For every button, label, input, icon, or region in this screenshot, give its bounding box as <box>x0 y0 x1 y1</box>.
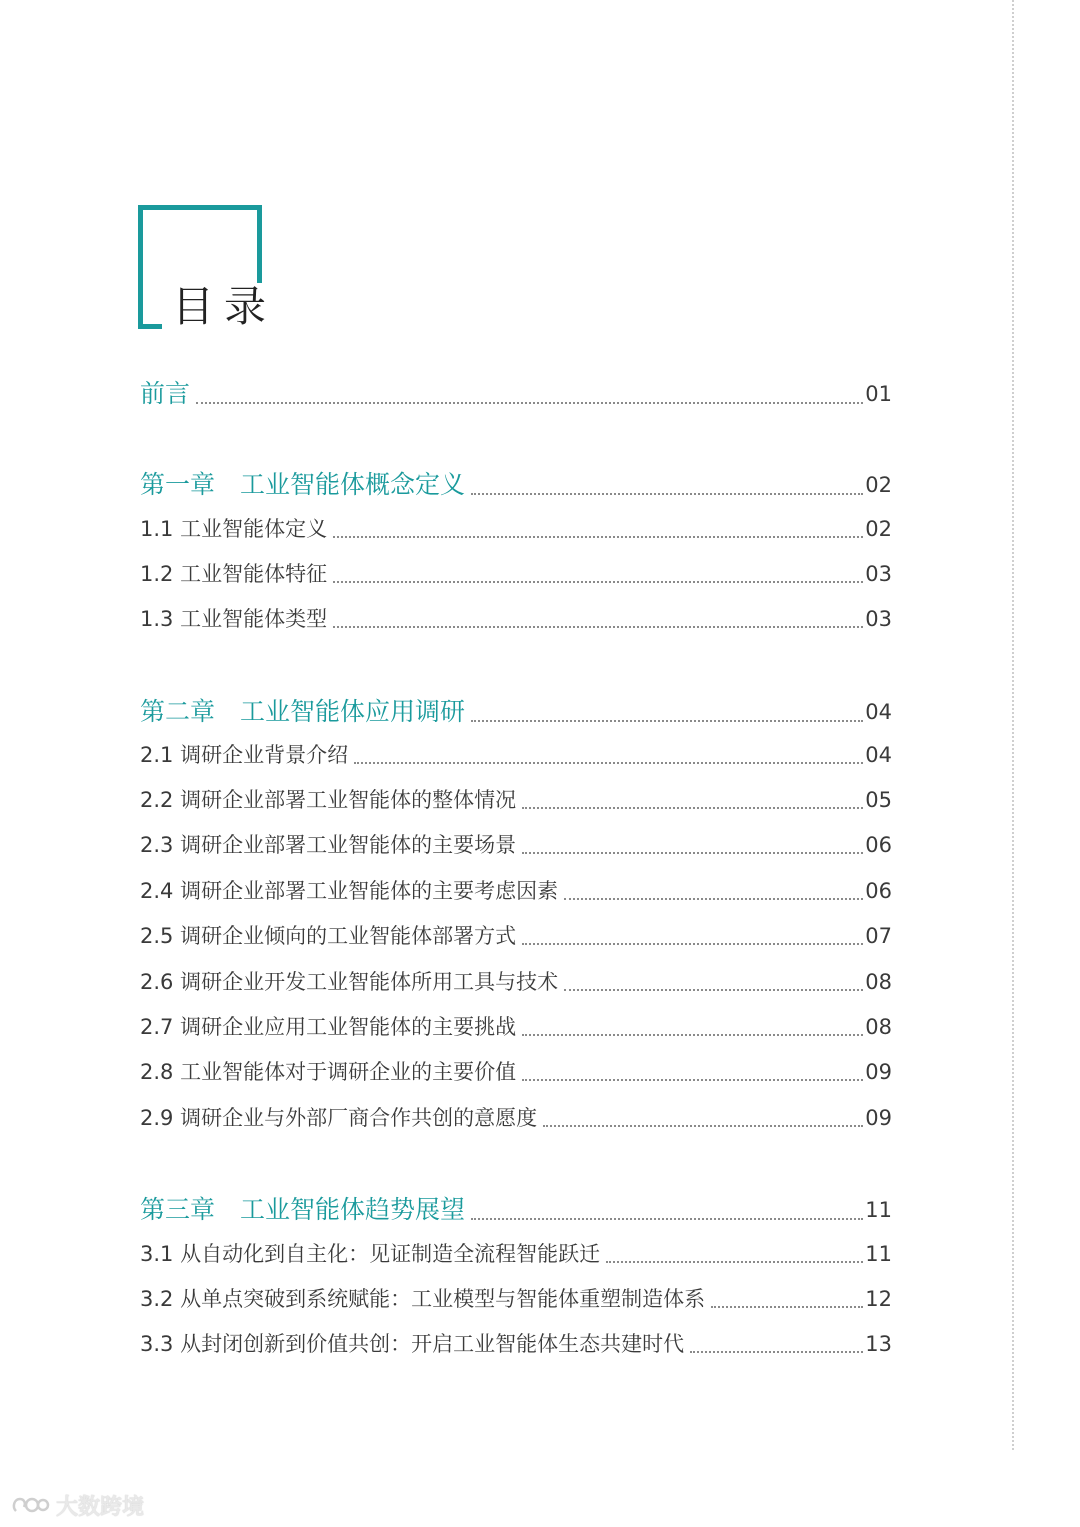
frame-top <box>138 205 262 210</box>
toc-page-number: 04 <box>865 743 892 767</box>
toc-row-section-2-9[interactable] <box>140 1103 892 1133</box>
leader-dots <box>522 1079 863 1081</box>
toc-row-section-1-1[interactable] <box>140 514 892 544</box>
toc-label: 3.2 从单点突破到系统赋能：工业模型与智能体重塑制造体系 <box>140 1287 706 1311</box>
toc-page-number: 11 <box>865 1242 892 1266</box>
watermark <box>10 1490 144 1521</box>
toc-label: 2.1 调研企业背景介绍 <box>140 743 349 767</box>
leader-dots <box>471 1218 863 1220</box>
toc-label: 3.1 从自动化到自主化：见证制造全流程智能跃迁 <box>140 1242 601 1266</box>
toc-page-number: 03 <box>865 562 892 586</box>
leader-dots <box>606 1261 863 1263</box>
frame-left <box>138 205 143 329</box>
toc-label: 2.5 调研企业倾向的工业智能体部署方式 <box>140 924 517 948</box>
toc-row-section-2-1[interactable] <box>140 740 892 770</box>
leader-dots <box>522 1034 863 1036</box>
leader-dots <box>471 720 863 722</box>
leader-dots <box>711 1306 863 1308</box>
toc-page-number: 02 <box>865 473 892 497</box>
toc-label: 2.2 调研企业部署工业智能体的整体情况 <box>140 788 517 812</box>
toc-page-number: 01 <box>865 382 892 406</box>
watermark-text: 大数跨境 <box>56 1495 145 1520</box>
frame-bottom <box>138 324 162 329</box>
toc-page-number: 09 <box>865 1106 892 1130</box>
toc-label: 2.8 工业智能体对于调研企业的主要价值 <box>140 1060 517 1084</box>
page-edge-divider <box>1012 0 1014 1450</box>
leader-dots <box>564 989 863 991</box>
toc-page-number: 09 <box>865 1060 892 1084</box>
toc-row-section-2-3[interactable] <box>140 830 892 860</box>
leader-dots <box>690 1351 863 1353</box>
leader-dots <box>333 581 863 583</box>
toc-label: 第三章 工业智能体趋势展望 <box>140 1195 466 1224</box>
toc-page-number: 08 <box>865 1015 892 1039</box>
toc-label: 2.4 调研企业部署工业智能体的主要考虑因素 <box>140 879 559 903</box>
leader-dots <box>333 536 863 538</box>
toc-row-section-3-1[interactable] <box>140 1239 892 1269</box>
frame-right <box>257 205 262 283</box>
toc-row-section-1-3[interactable] <box>140 604 892 634</box>
leader-dots <box>196 402 863 404</box>
toc-label: 2.3 调研企业部署工业智能体的主要场景 <box>140 833 517 857</box>
toc-page-number: 07 <box>865 924 892 948</box>
toc-label: 前言 <box>140 379 191 408</box>
toc-label: 第一章 工业智能体概念定义 <box>140 470 466 499</box>
toc-row-section-2-5[interactable] <box>140 921 892 951</box>
toc-page-number: 03 <box>865 607 892 631</box>
toc-label: 2.6 调研企业开发工业智能体所用工具与技术 <box>140 970 559 994</box>
watermark-logo-icon <box>10 1493 50 1519</box>
toc-row-section-2-4[interactable] <box>140 876 892 906</box>
toc-label: 2.9 调研企业与外部厂商合作共创的意愿度 <box>140 1106 538 1130</box>
toc-label: 2.7 调研企业应用工业智能体的主要挑战 <box>140 1015 517 1039</box>
toc-row-section-3-3[interactable] <box>140 1329 892 1359</box>
toc-row-preface[interactable] <box>140 378 892 410</box>
toc-page-number: 06 <box>865 879 892 903</box>
toc-row-chapter-2[interactable] <box>140 696 892 728</box>
toc-row-section-3-2[interactable] <box>140 1284 892 1314</box>
toc-row-section-1-2[interactable] <box>140 559 892 589</box>
toc-label: 1.2 工业智能体特征 <box>140 562 328 586</box>
toc-page-number: 13 <box>865 1332 892 1356</box>
toc-row-section-2-2[interactable] <box>140 785 892 815</box>
toc-row-chapter-3[interactable] <box>140 1194 892 1226</box>
toc-label: 1.1 工业智能体定义 <box>140 517 328 541</box>
toc-label: 第二章 工业智能体应用调研 <box>140 697 466 726</box>
leader-dots <box>354 762 863 764</box>
leader-dots <box>543 1125 863 1127</box>
leader-dots <box>522 852 863 854</box>
toc-page-number: 06 <box>865 833 892 857</box>
toc-page-number: 12 <box>865 1287 892 1311</box>
leader-dots <box>471 493 863 495</box>
toc-page-number: 04 <box>865 700 892 724</box>
toc-page-number: 08 <box>865 970 892 994</box>
toc-page-number: 11 <box>865 1198 892 1222</box>
toc-label: 3.3 从封闭创新到价值共创：开启工业智能体生态共建时代 <box>140 1332 685 1356</box>
toc-row-section-2-6[interactable] <box>140 967 892 997</box>
toc-page-number: 02 <box>865 517 892 541</box>
toc-label: 1.3 工业智能体类型 <box>140 607 328 631</box>
toc-row-section-2-8[interactable] <box>140 1057 892 1087</box>
leader-dots <box>333 626 863 628</box>
page-title: 目录 <box>172 282 277 331</box>
leader-dots <box>522 943 863 945</box>
leader-dots <box>522 807 863 809</box>
toc-page-number: 05 <box>865 788 892 812</box>
leader-dots <box>564 898 863 900</box>
toc-row-chapter-1[interactable] <box>140 469 892 501</box>
toc-row-section-2-7[interactable] <box>140 1012 892 1042</box>
